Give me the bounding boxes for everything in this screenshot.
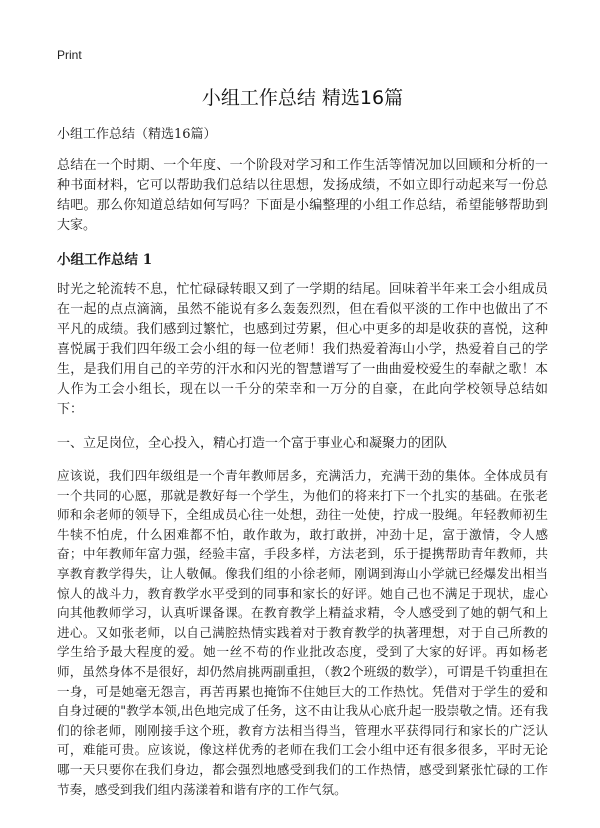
section-paragraph: 应该说，我们四年级组是一个青年教师居多，充满活力，充满干劲的集体。全体成员有一个共同的心愿，那就是教好每一个学生，为他们的将来打下一个扎实的基础。在张老师和余老师的领导下，全组成员心往一处想，劲往一处使，拧成一股绳。年轻教师初生牛犊不怕虎，什么困难都不怕，敢作敢为，敢打敢拼，冲劲十足，富于激情，令人感奋；中年教师年富力强，经验丰富，手段多样，方法老到，乐于提携帮助青年教师，共享教育教学得失，让人敬佩。像我们组的小徐老师，刚调到海山小学就已经爆发出相当惊人的战斗力，教育教学水平受到的同事和家长的好评。她自己也不满足于现状，虚心向其他教师学习，认真听课备课。在教育教学上精益求精，令人感受到了她的朝气和上进心。又如张老师，以自己满腔热情实践着对于教育教学的执著理想，对于自己所教的学生给予最大程度的爱。她一丝不苟的作业批改态度，受到了大家的好评。再如杨老师，虽然身体不是很好，却仍然肩挑两副重担，（教2个班级的数学），可谓是千钧重担在一身，可是她毫无怨言，再苦再累也掩饰不住她巨大的工作热忱。凭借对于学生的爱和自身过硬的"教学本领,出色地完成了任务，这不由让我从心底升起一股崇敬之情。还有我们的徐老师，刚刚接手这个班，教育方法相当得当，管理水平获得同行和家长的广泛认可，难能可贵。应该说，像这样优秀的老师在我们工会小组中还有很多很多，平时无论哪一天只要你在我们身边，都会强烈地感受到我们的工作热情，感受到紧张忙碌的工作节奏，感受到我们组内荡漾着和谐有序的工作气氛。 xyxy=(57,468,548,797)
section-subheading: 一、立足岗位，全心投入，精心打造一个富于事业心和凝聚力的团队 xyxy=(57,436,448,451)
print-link[interactable]: Print xyxy=(57,48,82,62)
document-subtitle: 小组工作总结（精选16篇） xyxy=(57,127,217,142)
page-title: 小组工作总结 精选16篇 xyxy=(201,87,404,109)
section-heading: 小组工作总结 1 xyxy=(57,252,153,268)
section-paragraph: 时光之轮流转不息，忙忙碌碌转眼又到了一学期的结尾。回味着半年来工会小组成员在一起的点点滴滴，虽然不能说有多么轰轰烈烈，但在看似平淡的工作中也做出了不平凡的成绩。我们感到过繁忙，也感到过劳累，但心中更多的却是收获的喜悦，这种喜悦属于我们四年级工会小组的每一位老师！我们热爱着海山小学，热爱着自己的学生，是我们用自己的辛劳的汗水和闪光的智慧谱写了一曲曲爱校爱生的奉献之歌！本人作为工会小组长，现在以一千分的荣幸和一万分的自豪，在此向学校领导总结如下： xyxy=(57,282,548,417)
intro-paragraph: 总结在一个时期、一个年度、一个阶段对学习和工作生活等情况加以回顾和分析的一种书面材料，它可以帮助我们总结以往思想，发扬成绩，不如立即行动起来写一份总结吧。那么你知道总结如何写吗？下面是小编整理的小组工作总结，希望能够帮助到大家。 xyxy=(57,158,548,233)
